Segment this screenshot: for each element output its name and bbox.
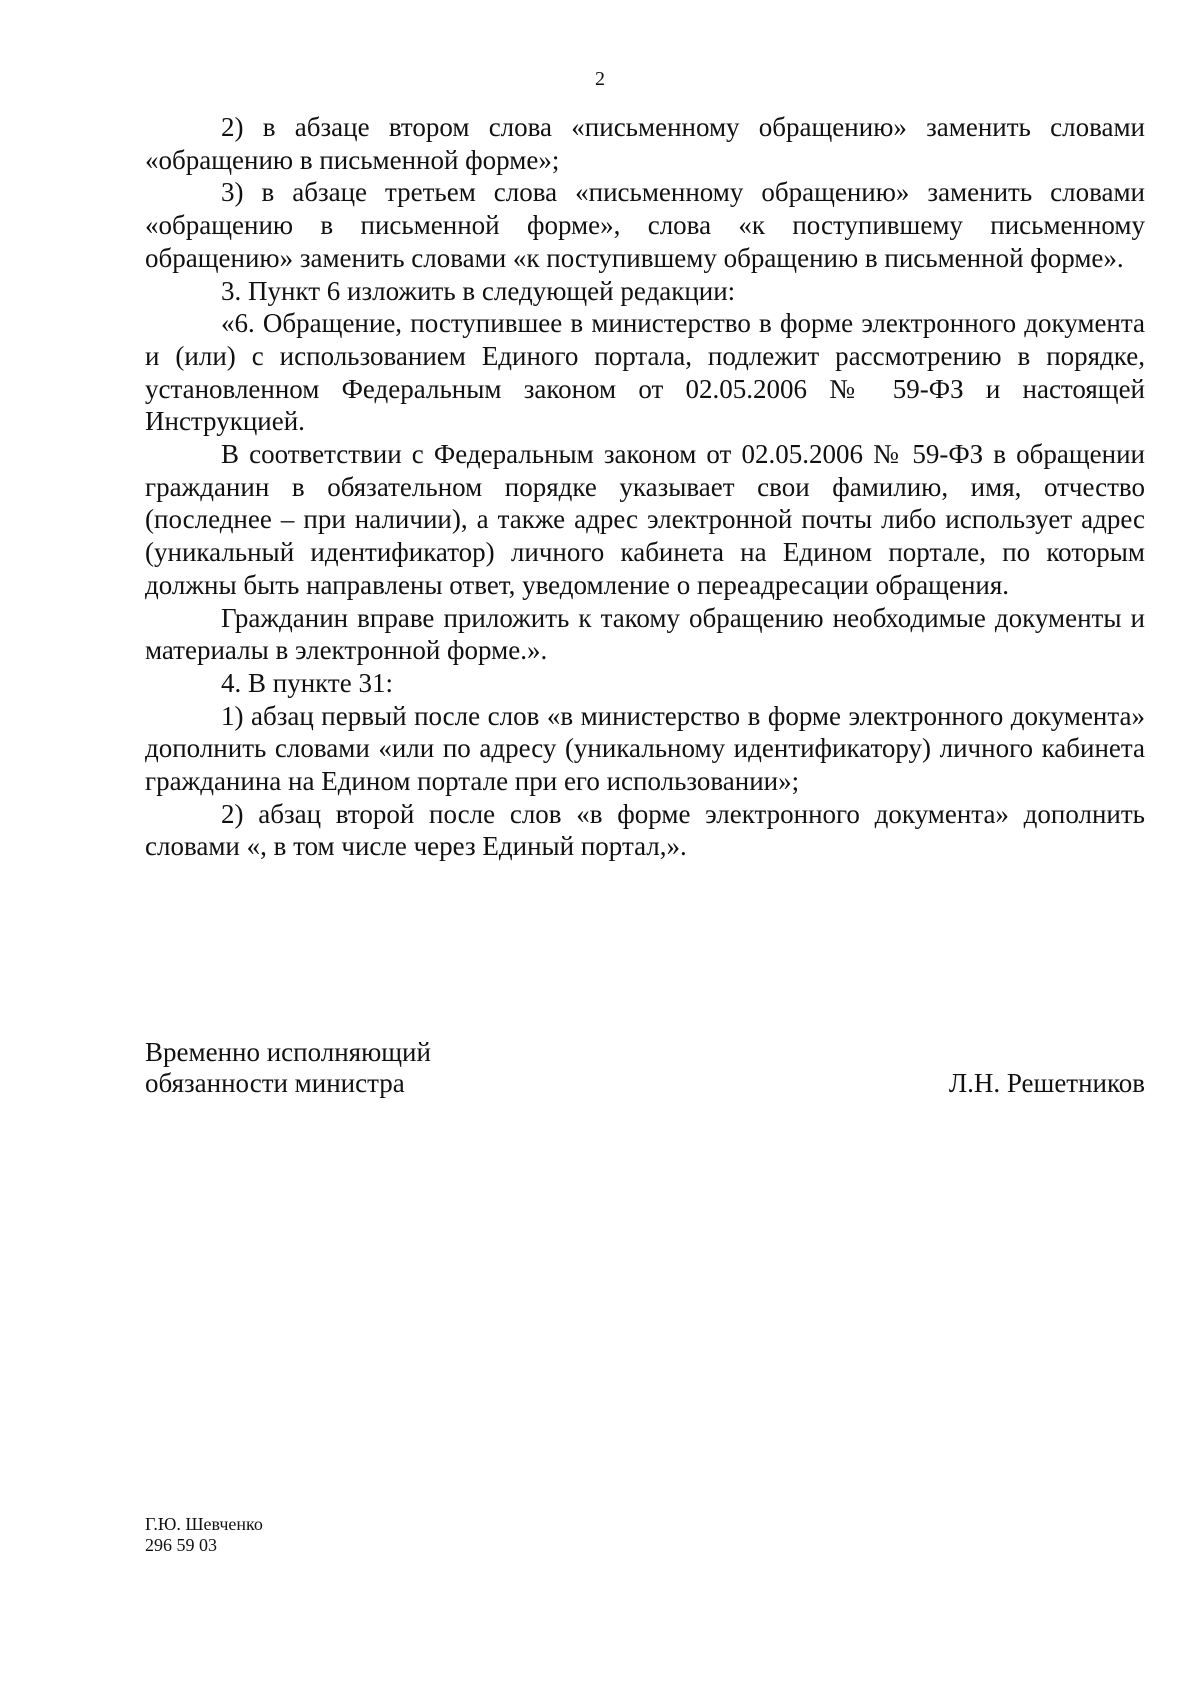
executor-phone: 296 59 03 bbox=[145, 1535, 217, 1555]
executor-info bbox=[145, 1514, 263, 1556]
document-body bbox=[145, 111, 1145, 863]
paragraph-amendment-3: 3) в абзаце третьем слова «письменному обращению» заменить словами «обращению в письменной форме», слова «к поступившему письменному обращению» заменить словами «к поступившему обращению в письменной форме». bbox=[145, 177, 1145, 273]
executor-name: Г.Ю. Шевченко bbox=[145, 1514, 263, 1534]
paragraph-item-4-sub-1: 1) абзац первый после слов «в министерство в форме электронного документа» дополнить словами «или по адресу (уникальному идентификатору) личного кабинета гражданина на Едином портале при его использовании»; bbox=[145, 700, 1145, 797]
signatory-position-line2: обязанности министра bbox=[145, 1068, 405, 1098]
signature-block bbox=[145, 1037, 1145, 1099]
paragraph-amendment-2: 2) в абзаце втором слова «письменному обращению» заменить словами «обращению в письменной форме»; bbox=[145, 112, 1145, 175]
paragraph-item-6-text: «6. Обращение, поступившее в министерство в форме электронного документа и (или) с использованием Единого портала, подлежит рассмотрению в порядке, установленном Федеральным законом от 02.05.2006 № 59-ФЗ и настоящей Инструкцией. bbox=[145, 308, 1145, 437]
paragraph-item-3-heading: 3. Пункт 6 изложить в следующей редакции: bbox=[221, 275, 736, 306]
page-number: 2 bbox=[595, 68, 605, 90]
paragraph-item-4-sub-2: 2) абзац второй после слов «в форме электронного документа» дополнить словами «, в том числе через Единый портал,». bbox=[145, 798, 1145, 862]
paragraph-attachments: Гражданин вправе приложить к такому обращению необходимые документы и материалы в электронной форме.». bbox=[145, 602, 1145, 666]
paragraph-federal-law: В соответствии с Федеральным законом от 02.05.2006 № 59-ФЗ в обращении гражданин в обязательном порядке указывает свои фамилию, имя, отчество (последнее – при наличии), а также адрес электронной почты либо использует адрес (уникальный идентификатор) личного кабинета на Едином портале, по которым должны быть направлены ответ, уведомление о переадресации обращения. bbox=[145, 439, 1145, 600]
signatory-position-line1: Временно исполняющий bbox=[145, 1037, 431, 1067]
paragraph-item-4-heading: 4. В пункте 31: bbox=[221, 667, 393, 698]
signatory-name: Л.Н. Решетников bbox=[948, 1068, 1145, 1098]
